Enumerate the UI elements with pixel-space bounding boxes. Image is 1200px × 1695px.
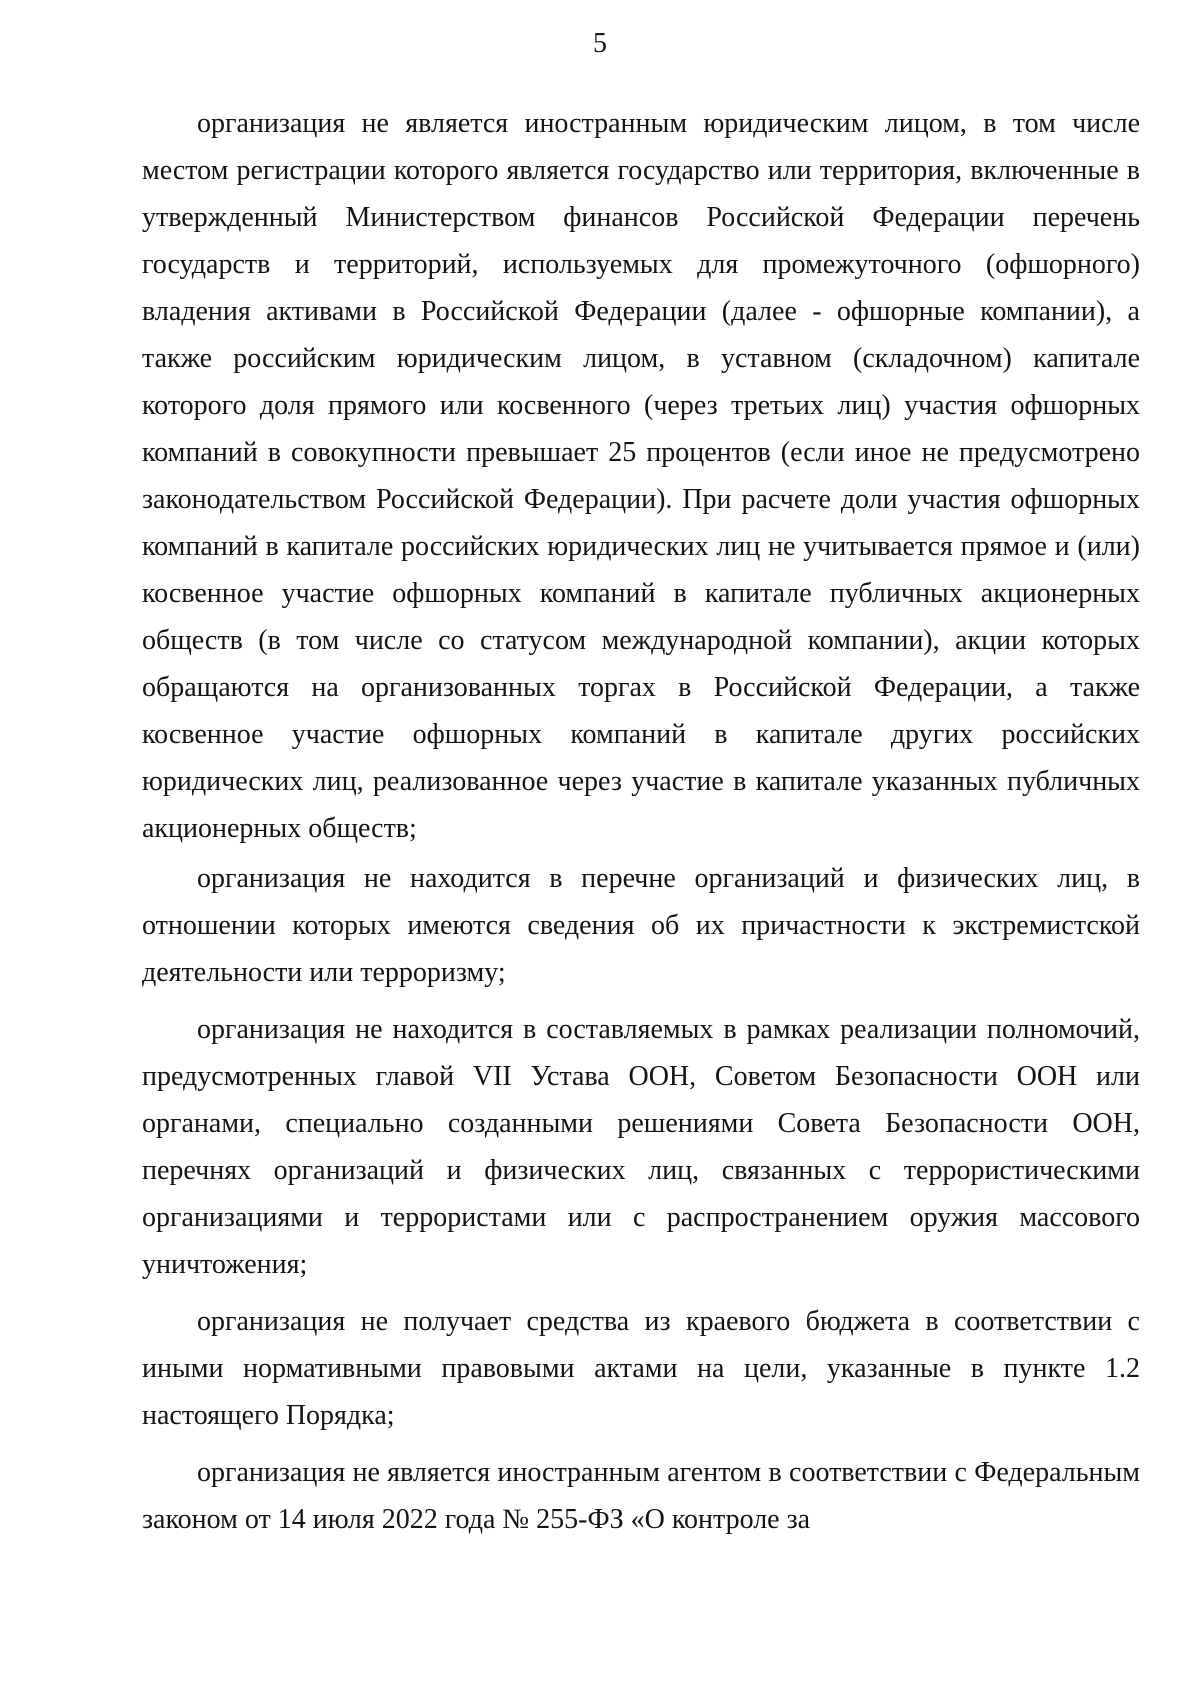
paragraph-extremism-list: организация не находится в перечне организаций и физических лиц, в отношении которых имеются сведения об их причастности к экстремистской деятельности или терроризму;: [142, 863, 1140, 988]
paragraph-un-sanctions-list: организация не находится в составляемых в рамках реализации полномочий, предусмотренных главой VII Устава ООН, Советом Безопасности ООН или органами, специально созданными решениями Совета Безопасности ООН, перечнях организаций и физических лиц, связанных с террористическими организациями и террористами или с распространением оружия массового уничтожения;: [142, 1014, 1140, 1280]
document-body: [142, 100, 1140, 1543]
paragraph-foreign-agent: организация не является иностранным агентом в соответствии с Федеральным законом от 14 июля 2022 года № 255-ФЗ «О контроле за: [142, 1457, 1140, 1535]
page-number: 5: [593, 28, 607, 59]
paragraph-regional-budget: организация не получает средства из краевого бюджета в соответствии с иными нормативными правовыми актами на цели, указанные в пункте 1.2 настоящего Порядка;: [142, 1306, 1140, 1431]
paragraph-offshore-status: организация не является иностранным юридическим лицом, в том числе местом регистрации которого является государство или территория, включенные в утвержденный Министерством финансов Российской Федерации перечень государств и территорий, используемых для промежуточного (офшорного) владения активами в Российской Федерации (далее - офшорные компании), а также российским юридическим лицом, в уставном (складочном) капитале которого доля прямого или косвенного (через третьих лиц) участия офшорных компаний в совокупности превышает 25 процентов (если иное не предусмотрено законодательством Российской Федерации). При расчете доли участия офшорных компаний в капитале российских юридических лиц не учитывается прямое и (или) косвенное участие офшорных компаний в капитале публичных акционерных обществ (в том числе со статусом международной компании), акции которых обращаются на организованных торгах в Российской Федерации, а также косвенное участие офшорных компаний в капитале других российских юридических лиц, реализованное через участие в капитале указанных публичных акционерных обществ;: [142, 108, 1140, 844]
